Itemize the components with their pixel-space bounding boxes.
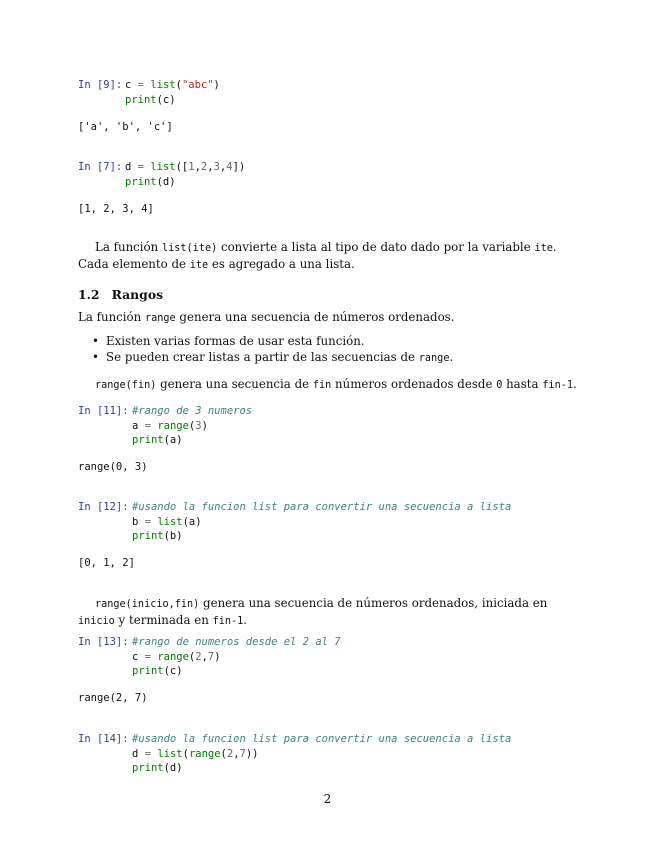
text-run: números ordenados desde: [331, 377, 497, 391]
code-text: c: [132, 650, 145, 663]
code-number: 3: [195, 419, 202, 432]
code-block: [125, 160, 245, 189]
code-line: [132, 404, 252, 419]
code-text: ): [201, 419, 208, 432]
code-block: [132, 500, 511, 544]
inline-code: inicio: [78, 615, 115, 627]
code-text: )): [245, 747, 259, 760]
text-run: La función: [78, 310, 146, 324]
inline-code: fin-1: [542, 380, 573, 391]
code-text: (a): [182, 515, 202, 528]
code-operator: =: [144, 515, 151, 528]
paragraph-range-fin: [78, 377, 578, 394]
code-text: (: [182, 747, 189, 760]
page-number: 2: [323, 792, 332, 806]
code-text: (d): [156, 175, 176, 188]
code-keyword: print: [125, 175, 157, 188]
code-line: [132, 732, 511, 747]
code-block: [132, 404, 252, 448]
code-text: (: [175, 79, 182, 91]
code-keyword: print: [132, 434, 164, 446]
cell-prompt: In [7]:: [78, 161, 123, 173]
code-text: ,: [201, 650, 208, 663]
cell-output: [0, 1, 2]: [78, 557, 135, 569]
code-block: [132, 635, 341, 679]
code-number: 1: [188, 161, 195, 173]
paragraph-range-inicio-fin: [78, 596, 578, 629]
code-number: 4: [226, 161, 233, 173]
text-run: La función: [95, 240, 163, 254]
text-run: .: [243, 612, 248, 627]
code-line: [132, 747, 511, 762]
cell-output: ['a', 'b', 'c']: [78, 121, 173, 133]
text-run: convierte a lista al tipo de dato dado por la variable: [217, 240, 535, 254]
code-text: ,: [194, 161, 201, 173]
code-line: [132, 529, 511, 544]
text-run: .: [572, 377, 577, 391]
inline-code: fin-1: [212, 615, 244, 627]
code-text: (b): [163, 530, 183, 542]
paragraph-list-function: [78, 240, 578, 273]
code-keyword: print: [132, 762, 164, 774]
cell-output: range(2, 7): [78, 692, 148, 704]
code-operator: =: [144, 747, 151, 760]
code-keyword: list: [150, 79, 176, 91]
code-number: 2: [195, 650, 202, 663]
code-comment: #rango de 3 numeros: [132, 405, 253, 417]
code-number: 7: [239, 747, 246, 760]
section-heading: [78, 287, 163, 302]
code-keyword: print: [125, 93, 157, 106]
inline-code: ite: [189, 259, 209, 271]
code-text: d: [132, 747, 145, 760]
text-run: . Cada elemento de: [78, 240, 557, 271]
inline-code: range(inicio,fin): [95, 599, 200, 610]
bullet-item: [92, 349, 453, 367]
code-line: [132, 635, 341, 650]
code-operator: =: [144, 650, 151, 663]
section-number: 1.2: [78, 287, 100, 302]
code-comment: #usando la funcion list para convertir una secuencia a lista: [132, 501, 512, 513]
code-line: [132, 761, 511, 776]
cell-prompt: In [14]:: [78, 733, 129, 745]
text-run: es agregado a una lista.: [208, 256, 355, 271]
cell-output: [1, 2, 3, 4]: [78, 203, 154, 215]
code-number: 3: [213, 161, 220, 173]
code-line: [125, 175, 245, 190]
code-line: [132, 433, 252, 448]
code-text: (c): [156, 93, 176, 106]
code-line: [132, 515, 511, 530]
code-operator: =: [137, 161, 144, 173]
code-text: (: [188, 419, 196, 432]
code-text: (a): [163, 434, 183, 446]
code-text: a: [132, 419, 145, 432]
code-keyword: print: [132, 665, 164, 677]
code-text: ): [213, 79, 220, 91]
text-run: hasta: [502, 377, 543, 391]
inline-code: list(ite): [162, 243, 218, 254]
paragraph-range-intro: [78, 310, 578, 327]
code-number: 2: [200, 161, 208, 173]
code-comment: #usando la funcion list para convertir una secuencia a lista: [132, 733, 512, 745]
code-operator: =: [144, 419, 151, 432]
cell-prompt: In [9]:: [78, 79, 123, 91]
code-comment: #rango de numeros desde el 2 al 7: [132, 636, 341, 648]
code-text: ,: [207, 161, 214, 173]
code-text: (c): [163, 665, 183, 677]
code-text: (: [188, 650, 196, 663]
code-block: [125, 78, 220, 107]
code-keyword: range: [157, 419, 189, 432]
code-line: [132, 419, 252, 434]
text-run: genera una secuencia de números ordenados, iniciada en: [199, 596, 548, 610]
code-text: ([: [175, 161, 189, 173]
text-run: genera una secuencia de: [156, 377, 313, 391]
inline-code: range: [145, 313, 176, 324]
code-number: 7: [207, 650, 215, 663]
bullet-item: [92, 333, 453, 349]
text-run: genera una secuencia de números ordenados.: [175, 310, 455, 324]
code-line: [132, 650, 341, 665]
code-text: (: [220, 747, 227, 760]
code-keyword: list: [157, 515, 183, 528]
code-keyword: list: [157, 747, 183, 760]
cell-prompt: In [13]:: [78, 636, 129, 648]
code-text: d: [125, 161, 138, 173]
code-keyword: range: [188, 747, 221, 760]
code-text: c: [125, 79, 138, 91]
code-line: [125, 93, 220, 108]
inline-code: 0: [496, 380, 503, 391]
cell-prompt: In [12]:: [78, 501, 129, 513]
code-keyword: list: [150, 161, 176, 173]
text-run: Se pueden crear listas a partir de las secuencias de: [106, 350, 419, 364]
code-text: ,: [219, 161, 227, 173]
text-run: y terminada en: [114, 612, 213, 627]
code-text: b: [132, 515, 145, 528]
inline-code: fin: [312, 380, 332, 391]
inline-code: ite: [534, 243, 553, 254]
code-string: "abc": [181, 79, 214, 91]
code-keyword: range: [157, 650, 189, 663]
code-operator: =: [137, 79, 144, 91]
code-text: ,: [233, 747, 240, 760]
code-line: [125, 78, 220, 93]
code-line: [132, 500, 511, 515]
code-text: ): [214, 650, 221, 663]
text-run: .: [449, 350, 454, 364]
cell-prompt: In [11]:: [78, 405, 129, 417]
code-text: ]): [232, 161, 246, 173]
code-line: [132, 664, 341, 679]
code-keyword: print: [132, 530, 164, 542]
code-block: [132, 732, 511, 776]
code-line: [125, 160, 245, 175]
inline-code: range(fin): [95, 380, 157, 391]
code-number: 2: [226, 747, 234, 760]
cell-output: range(0, 3): [78, 461, 148, 473]
bullet-list: [92, 333, 453, 367]
section-title: Rangos: [111, 287, 164, 302]
code-text: (d): [163, 762, 183, 774]
text-run: Existen varias formas de usar esta función.: [106, 334, 365, 348]
inline-code: range: [418, 353, 450, 364]
